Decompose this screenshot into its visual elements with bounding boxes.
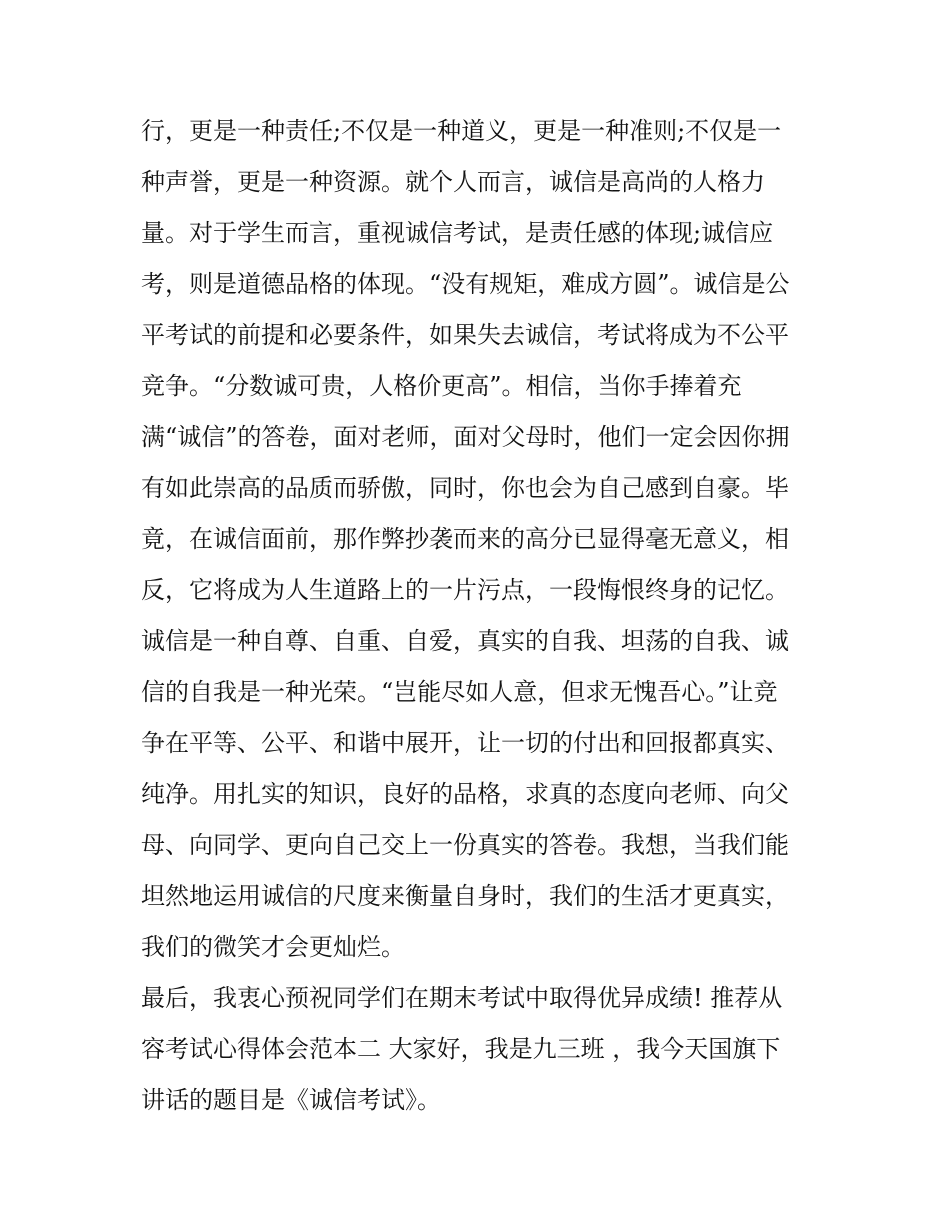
text-line: 信的自我是一种光荣。“岂能尽如人意，但求无愧吾心。”让竞 xyxy=(141,678,778,706)
text-line: 竞争。“分数诚可贵，人格价更高”。相信，当你手捧着充 xyxy=(141,372,742,400)
text-line: 母、向同学、更向自己交上一份真实的答卷。我想，当我们能 xyxy=(141,831,789,859)
text-line: 竟，在诚信面前，那作弊抄袭而来的高分已显得毫无意义，相 xyxy=(141,525,789,553)
text-line: 坦然地运用诚信的尺度来衡量自身时，我们的生活才更真实， xyxy=(141,882,789,910)
text-line: 考，则是道德品格的体现。“没有规矩，难成方圆”。诚信是公 xyxy=(141,270,790,298)
paragraph-1 xyxy=(141,106,821,973)
text-line: 行，更是一种责任;不仅是一种道义，更是一种准则;不仅是一 xyxy=(141,117,782,145)
text-line: 讲话的题目是《诚信考试》。 xyxy=(141,1086,441,1114)
paragraph-2 xyxy=(141,973,821,1126)
text-line: 纯净。用扎实的知识，良好的品格，求真的态度向老师、向父 xyxy=(141,780,789,808)
text-line: 量。对于学生而言，重视诚信考试，是责任感的体现;诚信应 xyxy=(141,219,774,247)
text-line: 我们的微笑才会更灿烂。 xyxy=(141,933,405,961)
body-text xyxy=(141,106,821,1126)
text-line: 种声誉，更是一种资源。就个人而言，诚信是高尚的人格力 xyxy=(141,168,765,196)
text-line: 满“诚信”的答卷，面对老师，面对父母时，他们一定会因你拥 xyxy=(141,423,790,451)
text-line: 诚信是一种自尊、自重、自爱，真实的自我、坦荡的自我、诚 xyxy=(141,627,789,655)
text-line: 有如此崇高的品质而骄傲，同时，你也会为自己感到自豪。毕 xyxy=(141,474,789,502)
text-line: 平考试的前提和必要条件，如果失去诚信，考试将成为不公平 xyxy=(141,321,789,349)
text-line: 反，它将成为人生道路上的一片污点，一段悔恨终身的记忆。 xyxy=(141,576,789,604)
text-line: 容考试心得体会范本二 大家好，我是九三班 ，我今天国旗下 xyxy=(141,1035,781,1063)
text-line: 最后，我衷心预祝同学们在期末考试中取得优异成绩! 推荐从 xyxy=(141,984,783,1012)
text-line: 争在平等、公平、和谐中展开，让一切的付出和回报都真实、 xyxy=(141,729,789,757)
